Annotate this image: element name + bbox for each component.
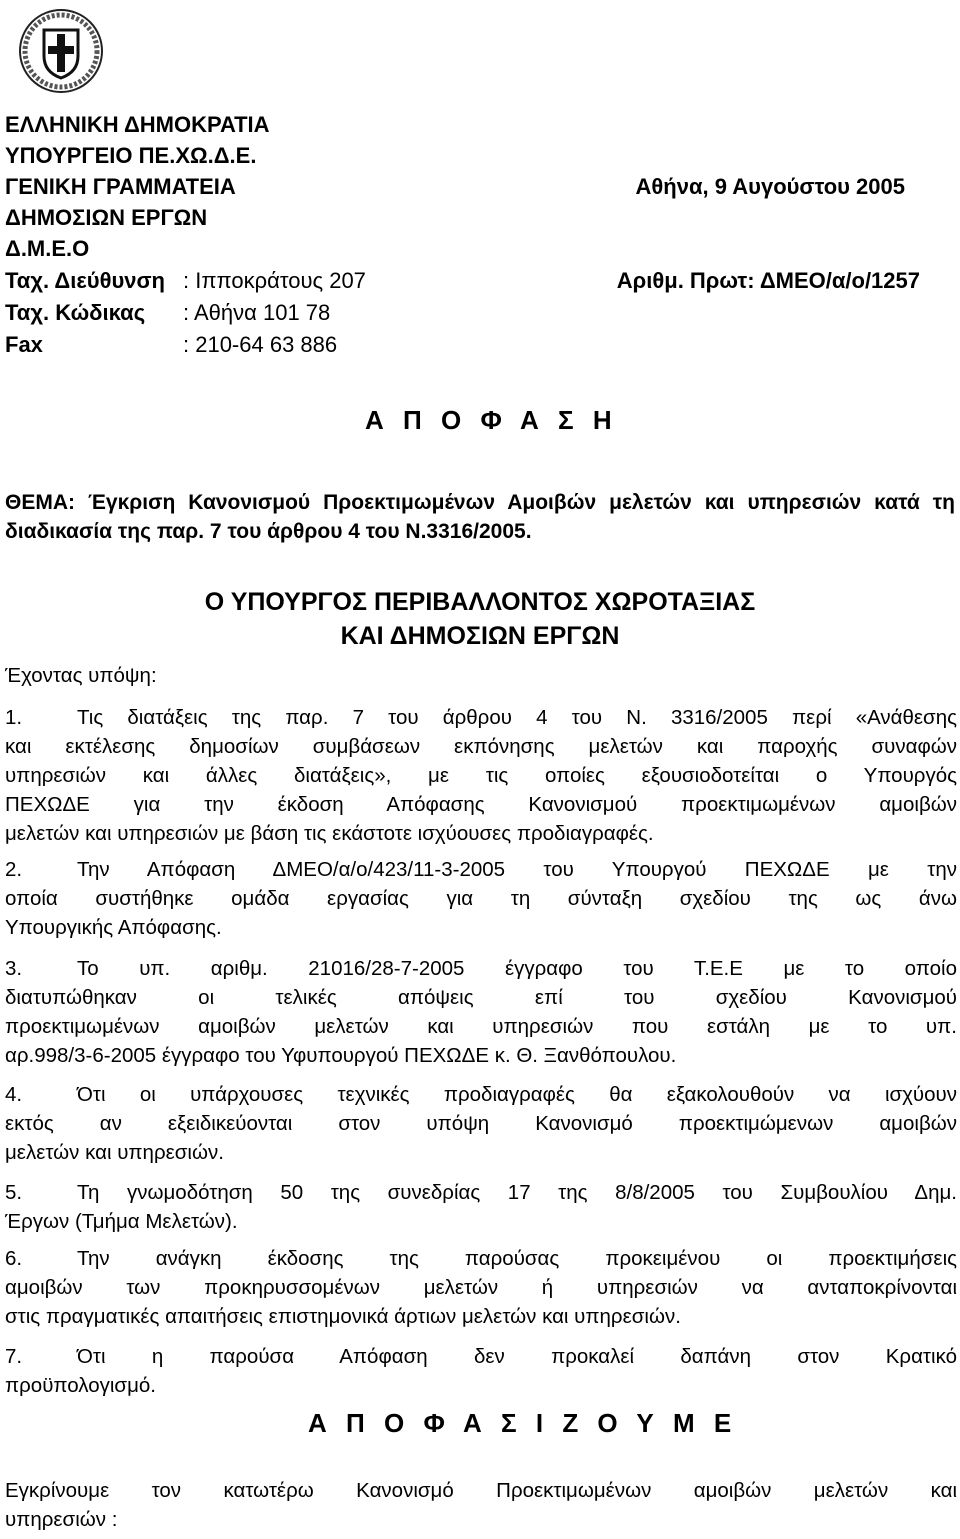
protocol-number: Αριθμ. Πρωτ: ΔΜΕΟ/α/ο/1257: [616, 268, 920, 293]
item-line: Ότι η παρούσα Απόφαση δεν προκαλεί δαπάνη στον Κρατικό: [77, 1345, 957, 1368]
item-line: Την Απόφαση ΔΜΕΟ/α/ο/423/11-3-2005 του Υπουργού ΠΕΧΩΔΕ με την: [77, 858, 957, 881]
item-line: οποία συστήθηκε ομάδα εργασίας για τη σύνταξη σχεδίου της ως άνω: [5, 887, 957, 910]
considering-heading: Έχοντας υπόψη:: [5, 664, 157, 687]
item-6: [5, 1244, 957, 1331]
postcode-value: : Αθήνα 101 78: [183, 300, 331, 325]
item-number: 6.: [5, 1247, 23, 1270]
header-line-3: ΓΕΝΙΚΗ ΓΡΑΜΜΑΤΕΙΑ: [5, 174, 236, 199]
item-line: Τη γνωμοδότηση 50 της συνεδρίας 17 της 8/8/2005 του Συμβουλίου Δημ.: [77, 1181, 957, 1204]
item-3: [5, 954, 957, 1070]
item-line: μελετών και υπηρεσιών με βάση τις εκάστοτε ισχύουσες προδιαγραφές.: [5, 822, 654, 845]
item-line: προεκτιμωμένων αμοιβών μελετών και υπηρεσιών που εστάλη με το υπ.: [5, 1015, 957, 1038]
item-line: υπηρεσιών και άλλες διατάξεις», με τις οποίες εξουσιοδοτείται ο Υπουργός: [5, 764, 957, 787]
item-line: προϋπολογισμό.: [5, 1374, 156, 1397]
item-number: 5.: [5, 1181, 23, 1204]
approve-paragraph: [5, 1476, 957, 1534]
item-line: μελετών και υπηρεσιών.: [5, 1141, 224, 1164]
item-line: Το υπ. αριθμ. 21016/28-7-2005 έγγραφο του Τ.Ε.Ε με το οποίο: [77, 957, 957, 980]
fax-label: Fax: [5, 332, 43, 357]
address-label: Ταχ. Διεύθυνση: [5, 268, 165, 293]
item-line: αμοιβών των προκηρυσσομένων μελετών ή υπηρεσιών να ανταποκρίνονται: [5, 1276, 957, 1299]
greek-coat-of-arms-icon: [18, 8, 104, 94]
decide-heading: Α Π Ο Φ Α Σ Ι Ζ Ο Υ Μ Ε: [308, 1408, 738, 1438]
item-line: στις πραγματικές απαιτήσεις επιστημονικά άρτιων μελετών και υπηρεσιών.: [5, 1305, 681, 1328]
item-line: διατυπώθηκαν οι τελικές απόψεις επί του σχεδίου Κανονισμού: [5, 986, 957, 1009]
item-line: εκτός αν εξειδικεύονται στον υπόψη Κανονισμό προεκτιμώμενων αμοιβών: [5, 1112, 957, 1135]
item-7: [5, 1342, 957, 1400]
item-line: Τις διατάξεις της παρ. 7 του άρθρου 4 του Ν. 3316/2005 περί «Ανάθεσης: [77, 706, 957, 729]
item-number: 4.: [5, 1083, 23, 1106]
approve-line-2: υπηρεσιών :: [5, 1508, 118, 1531]
document-date: Αθήνα, 9 Αυγούστου 2005: [635, 174, 905, 199]
item-line: αρ.998/3-6-2005 έγγραφο του Υφυπουργού ΠΕΧΩΔΕ κ. Θ. Ξανθόπουλου.: [5, 1044, 677, 1067]
item-line: ΠΕΧΩΔΕ για την έκδοση Απόφασης Κανονισμού προεκτιμωμένων αμοιβών: [5, 793, 957, 816]
postcode-label: Ταχ. Κώδικας: [5, 300, 146, 325]
item-4: [5, 1080, 957, 1167]
subject: [5, 488, 955, 546]
item-number: 2.: [5, 858, 23, 881]
item-line: Την ανάγκη έκδοσης της παρούσας προκειμένου οι προεκτιμήσεις: [77, 1247, 957, 1270]
item-5: [5, 1178, 957, 1236]
item-line: Υπουργικής Απόφασης.: [5, 916, 222, 939]
decision-title: Α Π Ο Φ Α Σ Η: [365, 405, 618, 435]
address-value: : Ιπποκράτους 207: [183, 268, 366, 293]
item-number: 7.: [5, 1345, 23, 1368]
item-number: 3.: [5, 957, 23, 980]
approve-line-1: Εγκρίνουμε τον κατωτέρω Κανονισμό Προεκτιμωμένων αμοιβών μελετών και: [5, 1479, 957, 1502]
header-line-4: ΔΗΜΟΣΙΩΝ ΕΡΓΩΝ: [5, 205, 208, 230]
item-number: 1.: [5, 706, 23, 729]
header-line-2: ΥΠΟΥΡΓΕΙΟ ΠΕ.ΧΩ.Δ.Ε.: [5, 143, 257, 168]
subject-text: ΘΕΜΑ: Έγκριση Κανονισμού Προεκτιμωμένων Αμοιβών μελετών και υπηρεσιών κατά τη διαδικασία της παρ. 7 του άρθρου 4 του Ν.3316/2005.: [5, 491, 955, 543]
header-line-1: ΕΛΛΗΝΙΚΗ ΔΗΜΟΚΡΑΤΙΑ: [5, 112, 270, 137]
item-2: [5, 855, 957, 942]
item-line: Ότι οι υπάρχουσες τεχνικές προδιαγραφές θα εξακολουθούν να ισχύουν: [77, 1083, 957, 1106]
header-line-5: Δ.Μ.Ε.Ο: [5, 236, 90, 261]
fax-value: : 210-64 63 886: [183, 332, 338, 357]
minister-line-1: Ο ΥΠΟΥΡΓΟΣ ΠΕΡΙΒΑΛΛΟΝΤΟΣ ΧΩΡΟΤΑΞΙΑΣ: [204, 588, 756, 616]
item-line: και εκτέλεσης δημοσίων συμβάσεων εκπόνησης μελετών και παροχής συναφών: [5, 735, 957, 758]
item-1: [5, 703, 957, 848]
minister-line-2: ΚΑΙ ΔΗΜΟΣΙΩΝ ΕΡΓΩΝ: [340, 622, 620, 650]
item-line: Έργων (Τμήμα Μελετών).: [5, 1210, 238, 1233]
